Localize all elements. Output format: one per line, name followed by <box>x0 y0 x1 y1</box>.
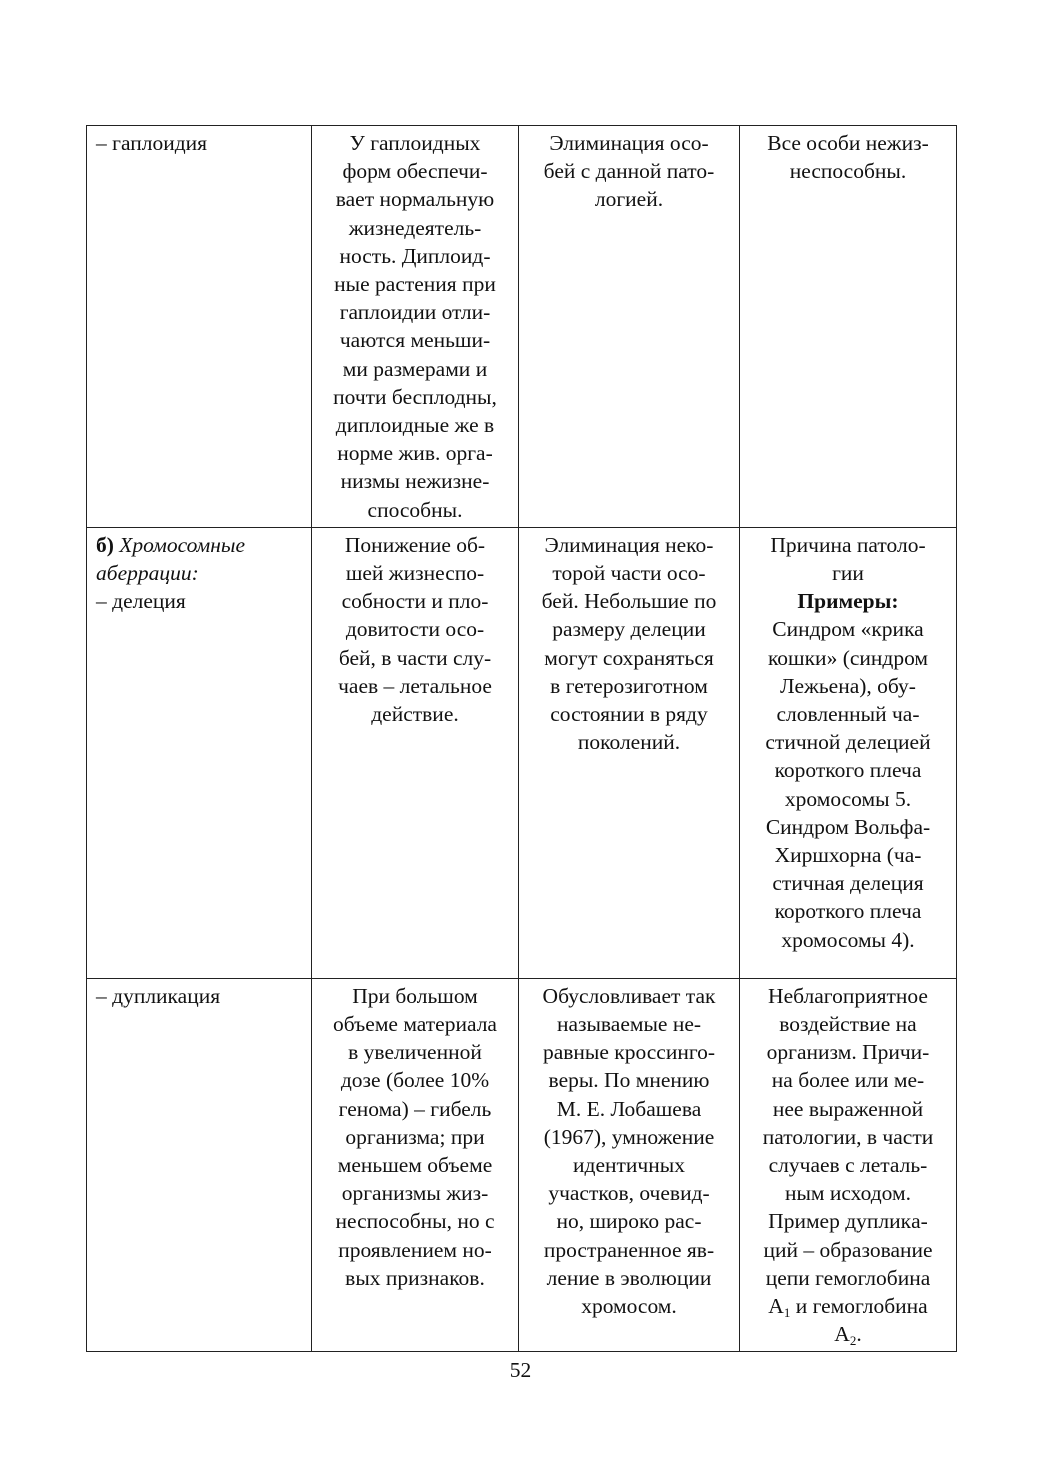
cell-line: чаев – летальное <box>338 673 492 698</box>
cell-line: пространенное яв- <box>543 1237 715 1262</box>
cell-line: Синдром Вольфа- <box>765 814 931 839</box>
cell-line: объеме материала <box>333 1012 497 1037</box>
cell-line: диплоидные же в <box>335 413 495 438</box>
cell-line: У гаплоидных <box>349 131 481 155</box>
cell-line: Синдром «крика <box>772 617 924 642</box>
cell-line: Хиршхорна (ча- <box>774 843 922 868</box>
cell-population-consequence <box>519 978 740 1352</box>
table-row <box>87 527 957 978</box>
cell-mutation-type <box>87 126 312 528</box>
cell-line: хромосомы 5. <box>784 786 912 811</box>
section-heading: Хромосомные <box>119 532 246 557</box>
table-row <box>87 126 957 528</box>
pathology-table <box>86 125 957 1352</box>
cell-mutation-type <box>87 978 312 1352</box>
cell-human-consequence <box>740 126 957 528</box>
cell-line: неспособны. <box>789 159 907 184</box>
cell-line: короткого плеча <box>774 758 922 783</box>
cell-line: шей жизнеспо- <box>345 561 485 586</box>
cell-line: почти бесплодны, <box>333 384 497 409</box>
section-heading: аберрации: <box>96 561 199 586</box>
cell-line: вых признаков. <box>345 1265 485 1290</box>
formula-subscript: 1 <box>783 1305 791 1321</box>
cell-line: патологии, в части <box>762 1124 934 1149</box>
cell-line: организмы жиз- <box>341 1181 489 1206</box>
page-number: 52 <box>509 1358 532 1382</box>
cell-line: Все особи нежиз- <box>767 131 929 155</box>
cell-mutation-type <box>87 527 312 978</box>
cell-line: дозе (более 10% <box>340 1068 490 1093</box>
cell-population-consequence <box>519 527 740 978</box>
cell-line: бей с данной пато- <box>543 159 715 184</box>
cell-line: неспособны, но с <box>335 1209 495 1234</box>
cell-line: ление в эволюции <box>546 1265 712 1290</box>
cell-line: жизнедеятель- <box>348 215 482 240</box>
formula-subscript: 2 <box>849 1333 857 1349</box>
cell-line: в увеличенной <box>348 1040 482 1065</box>
cell-line: словленный ча- <box>776 702 920 727</box>
cell-line: логией. <box>594 187 664 212</box>
cell-line: участков, очевид- <box>548 1181 710 1206</box>
formula-symbol: А <box>834 1322 850 1347</box>
cell-line: довитости осо- <box>345 617 485 642</box>
cell-human-consequence <box>740 527 957 978</box>
cell-line: хромосомы 4). <box>781 927 915 952</box>
cell-line: – гаплоидия <box>96 131 208 155</box>
cell-line: воздействие на <box>779 1012 917 1037</box>
cell-line: Элиминация неко- <box>544 532 714 557</box>
cell-line: ные растения при <box>334 272 496 297</box>
cell-line: действие. <box>371 702 459 727</box>
cell-line: веры. По мнению <box>548 1068 710 1093</box>
cell-line: форм обеспечи- <box>342 159 488 184</box>
cell-line: хромосом. <box>581 1294 677 1319</box>
cell-line: могут сохраняться <box>544 645 714 670</box>
cell-line: – делеция <box>96 589 186 614</box>
cell-line: равные кроссинго- <box>542 1040 716 1065</box>
cell-effect <box>312 978 519 1352</box>
cell-effect <box>312 126 519 528</box>
cell-line: кошки» (синдром <box>767 645 929 670</box>
cell-line: Причина патоло- <box>770 532 926 557</box>
examples-label: Примеры: <box>797 589 899 614</box>
cell-line: меньшем объеме <box>337 1153 493 1178</box>
cell-line: стичной делецией <box>765 730 931 755</box>
cell-line: ми размерами и <box>342 356 488 381</box>
cell-line: низмы нежизне- <box>340 469 490 494</box>
cell-line: (1967), умножение <box>543 1124 715 1149</box>
cell-line: способны. <box>367 497 463 522</box>
cell-line: норме жив. орга- <box>337 441 493 466</box>
cell-line: называемые не- <box>556 1012 702 1037</box>
cell-line: идентичных <box>573 1153 685 1178</box>
cell-line: случаев с леталь- <box>768 1153 928 1178</box>
cell-line: стичная делеция <box>772 871 924 896</box>
cell-line: короткого плеча <box>774 899 922 924</box>
cell-population-consequence <box>519 126 740 528</box>
cell-line: но, широко рас- <box>556 1209 702 1234</box>
cell-line: организм. Причи- <box>766 1040 930 1065</box>
cell-line: При большом <box>352 983 478 1008</box>
cell-line: гии <box>832 561 864 586</box>
cell-line: генома) – гибель <box>338 1096 492 1121</box>
cell-line: торой части осо- <box>552 561 706 586</box>
cell-line: бей. Небольшие по <box>541 589 717 614</box>
cell-line: поколений. <box>577 730 681 755</box>
cell-effect <box>312 527 519 978</box>
cell-line: цепи гемоглобина <box>765 1265 931 1290</box>
hemoglobin-formula <box>746 1320 950 1348</box>
cell-line: Элиминация осо- <box>549 131 709 155</box>
cell-line: проявлением но- <box>338 1237 492 1262</box>
cell-line <box>96 531 305 559</box>
cell-line: – дупликация <box>96 983 221 1008</box>
cell-line: Понижение об- <box>344 532 486 557</box>
cell-line: Лежьена), обу- <box>780 673 916 698</box>
cell-line: гаплоидии отли- <box>339 300 491 325</box>
cell-line: вает нормальную <box>335 187 495 212</box>
cell-line: в гетерозиготном <box>550 673 708 698</box>
formula-text: . <box>856 1322 862 1347</box>
cell-line: Обусловливает так <box>542 983 716 1008</box>
cell-line: Неблагоприятное <box>768 983 928 1008</box>
cell-line: М. Е. Лобашева <box>556 1096 702 1121</box>
cell-line: собности и пло- <box>341 589 489 614</box>
cell-line: Пример дупликa- <box>768 1209 928 1234</box>
formula-symbol: А <box>768 1294 784 1319</box>
formula-text: и гемоглобина <box>790 1294 928 1319</box>
cell-line: чаются меньши- <box>339 328 491 353</box>
hemoglobin-formula <box>746 1292 950 1320</box>
cell-line: состоянии в ряду <box>550 702 708 727</box>
cell-line: ность. Диплоид- <box>339 243 491 268</box>
cell-line: нее выраженной <box>772 1096 924 1121</box>
cell-line: ным исходом. <box>784 1181 912 1206</box>
cell-human-consequence <box>740 978 957 1352</box>
item-marker: б) <box>96 532 114 557</box>
cell-line: на более или ме- <box>771 1068 925 1093</box>
cell-line: ций – образование <box>763 1237 933 1262</box>
table-row <box>87 978 957 1352</box>
cell-line: размеру делеции <box>552 617 706 642</box>
cell-line: организма; при <box>345 1124 485 1149</box>
cell-line: бей, в части слу- <box>338 645 492 670</box>
